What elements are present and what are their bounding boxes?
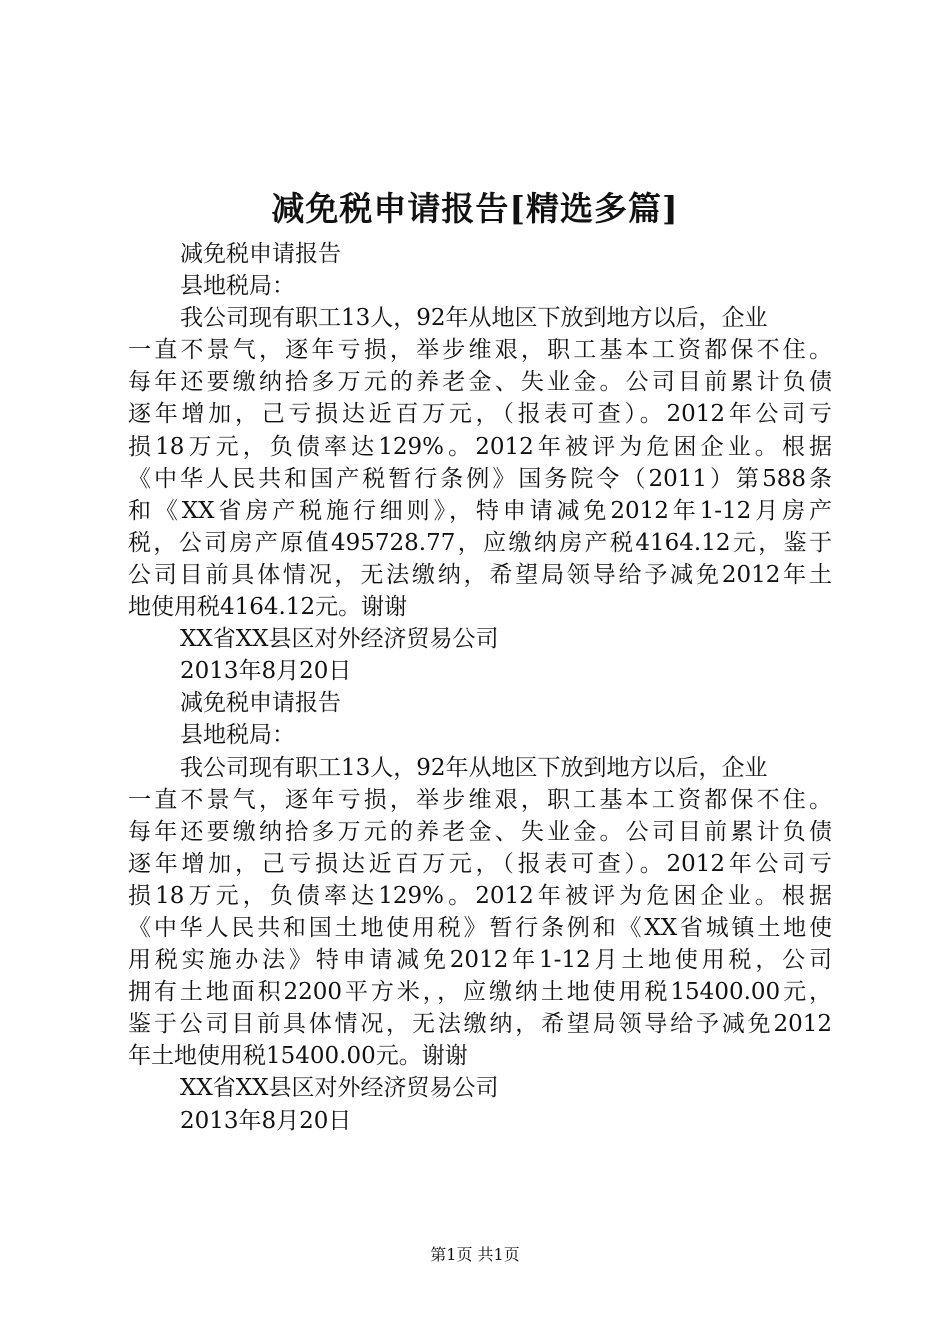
document-body [128,238,832,1137]
paragraph-line: 每年还要缴纳拾多万元的养老金、失业金。公司目前累计负债 [128,818,832,845]
paragraph-line: 我公司现有职工13人，92年从地区下放到地方以后，企业 [180,754,768,781]
paragraph-line: 鉴于公司目前具体情况，无法缴纳，希望局领导给予减免2012 [128,1011,832,1038]
paragraph-line: 每年还要缴纳拾多万元的养老金、失业金。公司目前累计负债 [128,369,832,396]
paragraph-line: 地使用税4164.12元。谢谢 [128,594,408,621]
paragraph-line: 逐年增加，己亏损达近百万元，（报表可查）。2012年公司亏 [128,850,832,877]
document-title: 减免税申请报告[精选多篇] [271,189,679,228]
paragraph-line: 税，公司房产原值495728.77，应缴纳房产税4164.12元，鉴于 [128,529,832,556]
paragraph-line: 拥有土地面积2200平方米，，应缴纳土地使用税15400.00元， [128,979,832,1006]
section-heading: 减免税申请报告 [180,241,341,267]
page-number-footer: 第1页 共1页 [430,1245,520,1264]
paragraph-line: 公司目前具体情况，无法缴纳，希望局领导给予减免2012年土 [128,561,832,588]
paragraph-line: 我公司现有职工13人，92年从地区下放到地方以后，企业 [180,305,768,332]
paragraph-line: 损18万元，负债率达129%。2012年被评为危困企业。根据 [128,882,832,909]
paragraph-line: 用税实施办法》特申请减免2012年1-12月土地使用税，公司 [128,947,832,974]
paragraph-line: 逐年增加，己亏损达近百万元，（报表可查）。2012年公司亏 [128,401,832,428]
addressee: 县地税局： [180,273,295,300]
section-heading: 减免税申请报告 [180,690,341,717]
paragraph-line: 和《XX省房产税施行细则》，特申请减免2012年1-12月房产 [128,497,832,524]
paragraph-line: 《中华人民共和国产税暂行条例》国务院令（2011）第588条 [128,465,832,492]
signature-date: 2013年8月20日 [180,658,352,685]
addressee: 县地税局： [180,722,295,749]
paragraph-line: 一直不景气，逐年亏损，举步维艰，职工基本工资都保不住。 [128,337,832,364]
signature-company: XX省XX县区对外经济贸易公司 [180,1075,499,1102]
signature-company: XX省XX县区对外经济贸易公司 [180,626,499,653]
paragraph-line: 损18万元，负债率达129%。2012年被评为危困企业。根据 [128,433,832,460]
signature-date: 2013年8月20日 [180,1107,352,1134]
paragraph-line: 《中华人民共和国土地使用税》暂行条例和《XX省城镇土地使 [128,914,832,941]
paragraph-line: 年土地使用税15400.00元。谢谢 [128,1043,468,1070]
paragraph-line: 一直不景气，逐年亏损，举步维艰，职工基本工资都保不住。 [128,786,832,813]
